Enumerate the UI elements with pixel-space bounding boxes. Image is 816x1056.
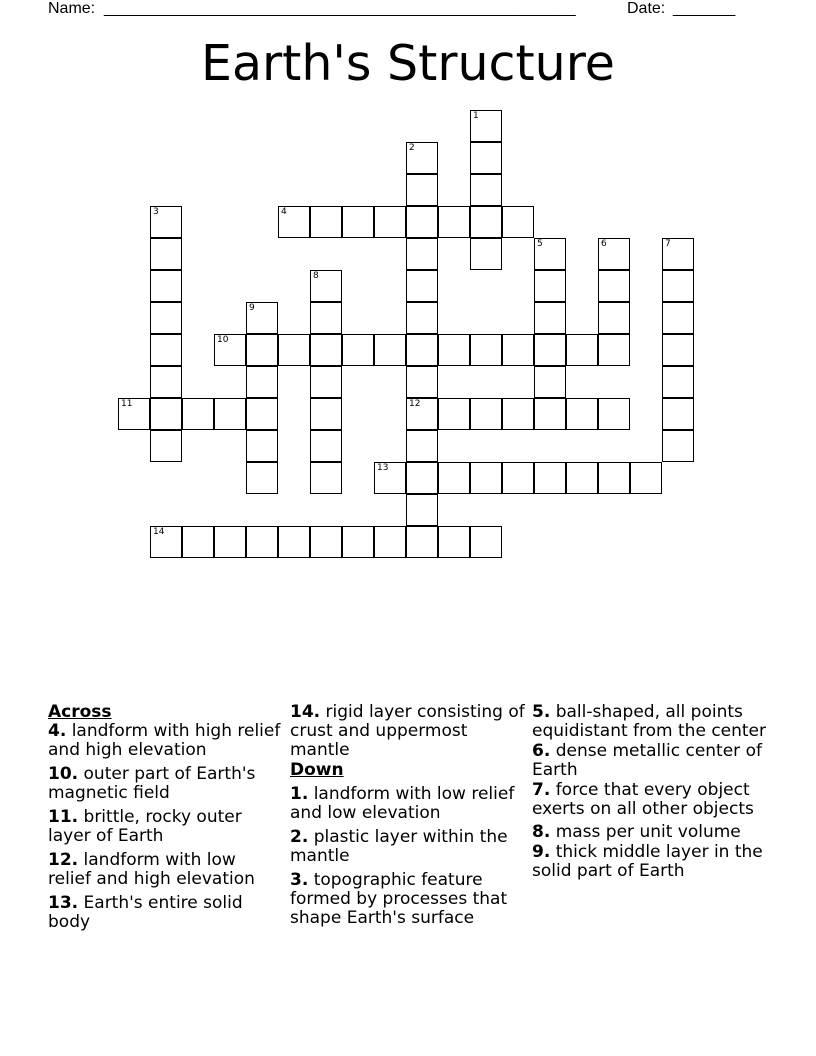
crossword-cell[interactable]	[214, 398, 246, 430]
crossword-cell[interactable]	[406, 334, 438, 366]
crossword-cell[interactable]	[534, 366, 566, 398]
crossword-cell[interactable]	[406, 142, 438, 174]
crossword-cell[interactable]	[566, 334, 598, 366]
crossword-cell[interactable]	[406, 238, 438, 270]
crossword-cell[interactable]	[118, 398, 150, 430]
crossword-cell[interactable]	[374, 206, 406, 238]
crossword-cell[interactable]	[502, 398, 534, 430]
crossword-cell[interactable]	[310, 302, 342, 334]
crossword-cell[interactable]	[502, 462, 534, 494]
crossword-cell[interactable]	[150, 334, 182, 366]
clue-text: brittle, rocky outer layer of Earth	[48, 807, 242, 846]
crossword-cell[interactable]	[310, 206, 342, 238]
crossword-cell[interactable]	[150, 526, 182, 558]
clue-across-11	[48, 808, 284, 846]
clue-down-7	[532, 781, 768, 819]
crossword-cell[interactable]	[310, 430, 342, 462]
clue-text: rigid layer consisting of crust and uppermost mantle	[290, 702, 525, 760]
crossword-cell[interactable]	[662, 430, 694, 462]
crossword-cell[interactable]	[598, 270, 630, 302]
page-title: Earth's Structure	[201, 35, 615, 92]
crossword-cell[interactable]	[470, 398, 502, 430]
crossword-cell[interactable]	[310, 526, 342, 558]
clue-across-4	[48, 722, 284, 760]
crossword-cell[interactable]	[406, 206, 438, 238]
clue-down-1	[290, 785, 526, 823]
crossword-cell[interactable]	[662, 398, 694, 430]
crossword-cell[interactable]	[342, 206, 374, 238]
name-line[interactable]: _____________________________________________________	[104, 0, 576, 17]
crossword-cell[interactable]	[598, 398, 630, 430]
crossword-cell[interactable]	[374, 462, 406, 494]
clue-number: 14.	[290, 702, 321, 722]
clue-down-6	[532, 742, 768, 780]
cell-number: 2	[409, 143, 415, 153]
cell-number: 1	[473, 111, 479, 121]
crossword-cell[interactable]	[502, 206, 534, 238]
crossword-cell[interactable]	[310, 398, 342, 430]
clue-number: 6.	[532, 741, 551, 761]
crossword-cell[interactable]	[502, 334, 534, 366]
clue-text: landform with low relief and high elevation	[48, 850, 255, 889]
crossword-cell[interactable]	[438, 206, 470, 238]
crossword-cell[interactable]	[662, 334, 694, 366]
clue-column-3	[532, 703, 768, 886]
clue-number: 13.	[48, 893, 79, 913]
across-heading: Across	[48, 702, 112, 722]
clue-across-13	[48, 894, 284, 932]
cell-number: 10	[217, 335, 229, 345]
crossword-cell[interactable]	[470, 110, 502, 142]
clue-text: thick middle layer in the solid part of Earth	[532, 842, 763, 881]
crossword-cell[interactable]	[534, 238, 566, 270]
crossword-cell[interactable]	[534, 462, 566, 494]
clue-number: 5.	[532, 702, 551, 722]
cell-number: 11	[121, 399, 133, 409]
crossword-cell[interactable]	[278, 334, 310, 366]
crossword-cell[interactable]	[406, 462, 438, 494]
crossword-cell[interactable]	[246, 462, 278, 494]
cell-number: 7	[665, 239, 671, 249]
clue-down-5	[532, 703, 768, 741]
crossword-cell[interactable]	[662, 302, 694, 334]
crossword-cell[interactable]	[470, 174, 502, 206]
crossword-cell[interactable]	[246, 526, 278, 558]
cell-number: 5	[537, 239, 543, 249]
cell-number: 3	[153, 207, 159, 217]
clue-text: Earth's entire solid body	[48, 893, 243, 932]
crossword-cell[interactable]	[182, 526, 214, 558]
crossword-cell[interactable]	[470, 334, 502, 366]
clue-down-3	[290, 871, 526, 928]
crossword-cell[interactable]	[342, 526, 374, 558]
crossword-cell[interactable]	[662, 270, 694, 302]
clue-text: ball-shaped, all points equidistant from the center	[532, 702, 767, 741]
clue-text: topographic feature formed by processes that shape Earth's surface	[290, 870, 508, 928]
crossword-cell[interactable]	[150, 366, 182, 398]
crossword-cell[interactable]	[150, 270, 182, 302]
crossword-cell[interactable]	[566, 462, 598, 494]
crossword-cell[interactable]	[278, 526, 310, 558]
crossword-cell[interactable]	[534, 270, 566, 302]
crossword-cell[interactable]	[406, 366, 438, 398]
date-label: Date:	[627, 0, 666, 17]
clue-number: 12.	[48, 850, 79, 870]
crossword-cell[interactable]	[470, 206, 502, 238]
crossword-cell[interactable]	[630, 462, 662, 494]
crossword-cell[interactable]	[406, 302, 438, 334]
crossword-cell[interactable]	[150, 302, 182, 334]
crossword-cell[interactable]	[662, 366, 694, 398]
clue-number: 8.	[532, 822, 551, 842]
crossword-cell[interactable]	[182, 398, 214, 430]
clue-number: 7.	[532, 780, 551, 800]
clue-number: 10.	[48, 764, 79, 784]
crossword-cell[interactable]	[310, 334, 342, 366]
crossword-cell[interactable]	[438, 526, 470, 558]
crossword-cell[interactable]	[374, 334, 406, 366]
clue-text: mass per unit volume	[550, 822, 741, 842]
clue-text: landform with high relief and high elevation	[48, 721, 281, 760]
clue-down-9	[532, 843, 768, 881]
crossword-cell[interactable]	[342, 334, 374, 366]
crossword-cell[interactable]	[406, 430, 438, 462]
crossword-cell[interactable]	[662, 238, 694, 270]
crossword-cell[interactable]	[470, 526, 502, 558]
crossword-cell[interactable]	[246, 366, 278, 398]
crossword-cell[interactable]	[598, 462, 630, 494]
crossword-cell[interactable]	[438, 398, 470, 430]
clue-across-12	[48, 851, 284, 889]
crossword-cell[interactable]	[214, 334, 246, 366]
crossword-cell[interactable]	[566, 398, 598, 430]
clue-text: landform with low relief and low elevation	[290, 784, 515, 823]
crossword-cell[interactable]	[406, 526, 438, 558]
crossword-cell[interactable]	[150, 398, 182, 430]
crossword-cell[interactable]	[406, 494, 438, 526]
cell-number: 12	[409, 399, 421, 409]
clue-across-10	[48, 765, 284, 803]
clue-number: 2.	[290, 827, 309, 847]
cell-number: 6	[601, 239, 607, 249]
clue-across-14	[290, 703, 526, 760]
clue-number: 9.	[532, 842, 551, 862]
crossword-cell[interactable]	[534, 302, 566, 334]
crossword-cell[interactable]	[438, 334, 470, 366]
clue-down-2	[290, 828, 526, 866]
clue-number: 3.	[290, 870, 309, 890]
crossword-cell[interactable]	[150, 206, 182, 238]
crossword-cell[interactable]	[214, 526, 246, 558]
clue-number: 4.	[48, 721, 67, 741]
crossword-cell[interactable]	[150, 430, 182, 462]
clue-down-8	[532, 823, 768, 842]
crossword-cell[interactable]	[470, 142, 502, 174]
crossword-cell[interactable]	[470, 238, 502, 270]
cell-number: 8	[313, 271, 319, 281]
clue-text: force that every object exerts on all other objects	[532, 780, 754, 819]
clue-text: plastic layer within the mantle	[290, 827, 508, 866]
crossword-cell[interactable]	[534, 398, 566, 430]
crossword-cell[interactable]	[406, 174, 438, 206]
crossword-cell[interactable]	[310, 366, 342, 398]
crossword-cell[interactable]	[374, 526, 406, 558]
cell-number: 9	[249, 303, 255, 313]
name-label: Name:	[48, 0, 96, 17]
down-heading: Down	[290, 760, 344, 780]
cell-number: 4	[281, 207, 287, 217]
crossword-cell[interactable]	[534, 334, 566, 366]
crossword-cell[interactable]	[278, 206, 310, 238]
clue-column-2	[290, 703, 526, 933]
crossword-cell[interactable]	[310, 270, 342, 302]
crossword-cell[interactable]	[438, 462, 470, 494]
crossword-cell[interactable]	[246, 334, 278, 366]
crossword-cell[interactable]	[406, 270, 438, 302]
crossword-cell[interactable]	[246, 430, 278, 462]
crossword-cell[interactable]	[470, 462, 502, 494]
crossword-cell[interactable]	[150, 238, 182, 270]
crossword-cell[interactable]	[406, 398, 438, 430]
cell-number: 13	[377, 463, 389, 473]
clue-text: dense metallic center of Earth	[532, 741, 762, 780]
cell-number: 14	[153, 527, 165, 537]
crossword-cell[interactable]	[598, 238, 630, 270]
clue-number: 1.	[290, 784, 309, 804]
clue-text: outer part of Earth's magnetic field	[48, 764, 256, 803]
clue-number: 11.	[48, 807, 79, 827]
clue-column-1	[48, 703, 284, 937]
crossword-cell[interactable]	[598, 302, 630, 334]
date-line[interactable]: _______	[673, 0, 736, 17]
crossword-cell[interactable]	[598, 334, 630, 366]
crossword-cell[interactable]	[246, 302, 278, 334]
crossword-cell[interactable]	[310, 462, 342, 494]
crossword-cell[interactable]	[246, 398, 278, 430]
